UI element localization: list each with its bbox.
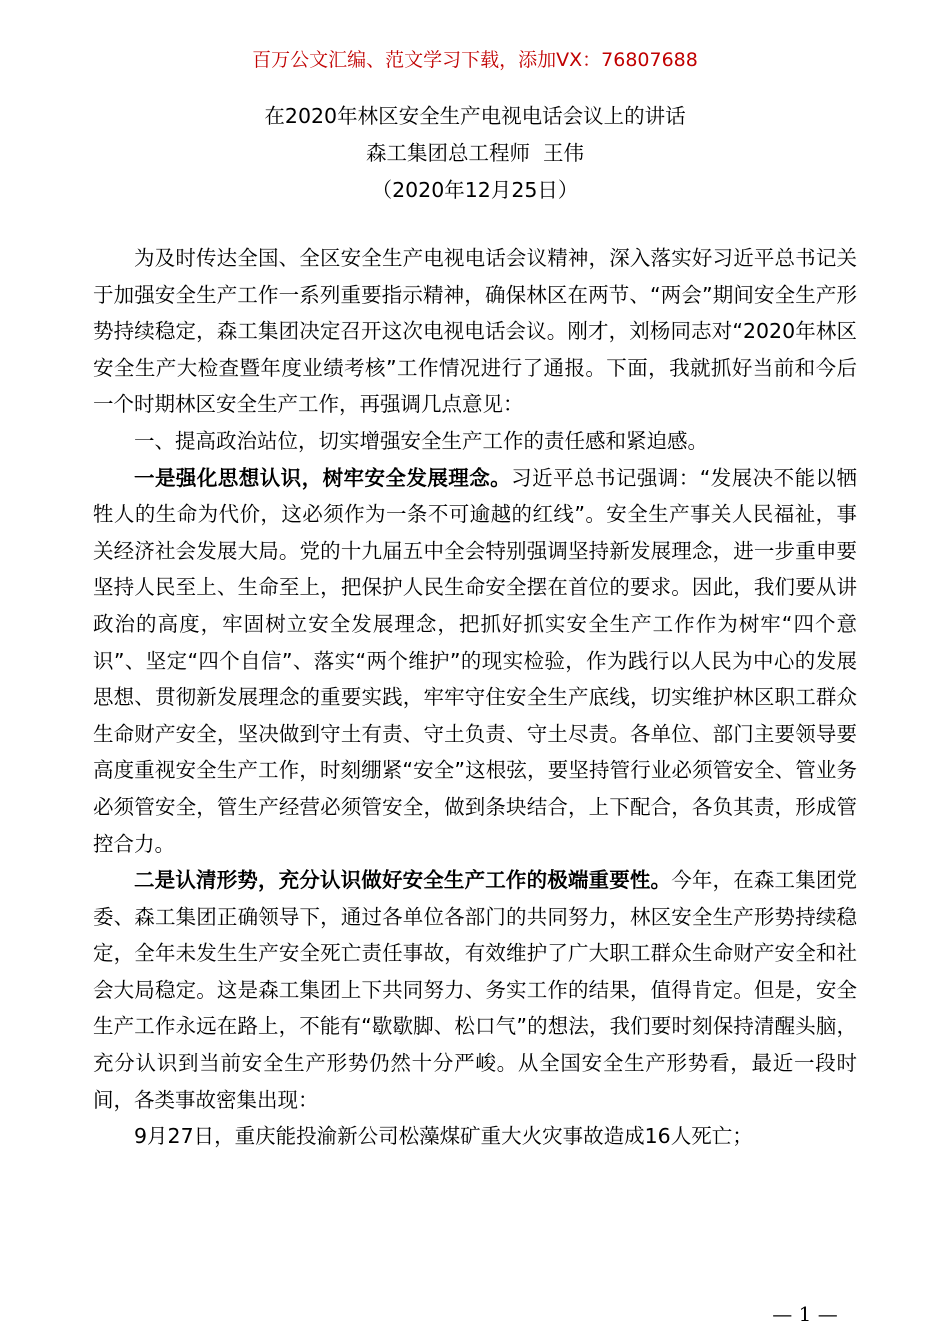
document-header	[0, 98, 950, 209]
point-1-lead: 一是强化思想认识，树牢安全发展理念。	[134, 465, 512, 490]
point-2-lead: 二是认清形势，充分认识做好安全生产工作的极端重要性。	[134, 868, 672, 893]
speaker-line: 森工集团总工程师 王伟	[365, 141, 585, 165]
point-1-text: 习近平总书记强调：“发展决不能以牺牲人的生命为代价，这必须作为一条不可逾越的红线”。安全生产事关人民福祉，事关经济社会发展大局。党的十九届五中全会特别强调坚持新发展理念，进一步重申要坚持人民至上、生命至上，把保护人民生命安全摆在首位的要求。因此，我们要从讲政治的高度，牢固树立安全发展理念，把抓好抓实安全生产工作作为树牢“四个意识”、坚定“四个自信”、落实“两个维护”的现实检验，作为践行以人民为中心的发展思想、贯彻新发展理念的重要实践，牢牢守住安全生产底线，切实维护林区职工群众生命财产安全，坚决做到守土有责、守土负责、守土尽责。各单位、部门主要领导要高度重视安全生产工作，时刻绷紧“安全”这根弦，要坚持管行业必须管安全、管业务必须管安全，管生产经营必须管安全，做到条块结合，上下配合，各负其责，形成管控合力。	[93, 465, 857, 856]
intro-paragraph: 为及时传达全国、全区安全生产电视电话会议精神，深入落实好习近平总书记关于加强安全生产工作一系列重要指示精神，确保林区在两节、“两会”期间安全生产形势持续稳定，森工集团决定召开这次电视电话会议。刚才，刘杨同志对“2020年林区安全生产大检查暨年度业绩考核”工作情况进行了通报。下面，我就抓好当前和今后一个时期林区安全生产工作，再强调几点意见：	[93, 246, 857, 417]
paragraph-point-2	[93, 862, 857, 1118]
document-title: 在2020年林区安全生产电视电话会议上的讲话	[264, 104, 686, 128]
document-body	[93, 240, 857, 1155]
section-heading-1: 一、提高政治站位，切实增强安全生产工作的责任感和紧迫感。	[134, 428, 708, 453]
incident-list-item: 9月27日，重庆能投渝新公司松藻煤矿重大火灾事故造成16人死亡；	[134, 1124, 753, 1149]
download-banner: 百万公文汇编、范文学习下载，添加VX：76807688	[252, 49, 698, 71]
paragraph-point-1	[93, 460, 857, 863]
point-2-text: 今年，在森工集团党委、森工集团正确领导下，通过各单位各部门的共同努力，林区安全生产形势持续稳定，全年未发生生产安全死亡责任事故，有效维护了广大职工群众生命财产安全和社会大局稳定。这是森工集团上下共同努力、务实工作的结果，值得肯定。但是，安全生产工作永远在路上，不能有“歇歇脚、松口气”的想法，我们要时刻保持清醒头脑，充分认识到当前安全生产形势仍然十分严峻。从全国安全生产形势看，最近一段时间，各类事故密集出现：	[93, 868, 858, 1112]
page-number: — 1 —	[772, 1302, 838, 1326]
speech-date: （2020年12月25日）	[371, 178, 579, 202]
